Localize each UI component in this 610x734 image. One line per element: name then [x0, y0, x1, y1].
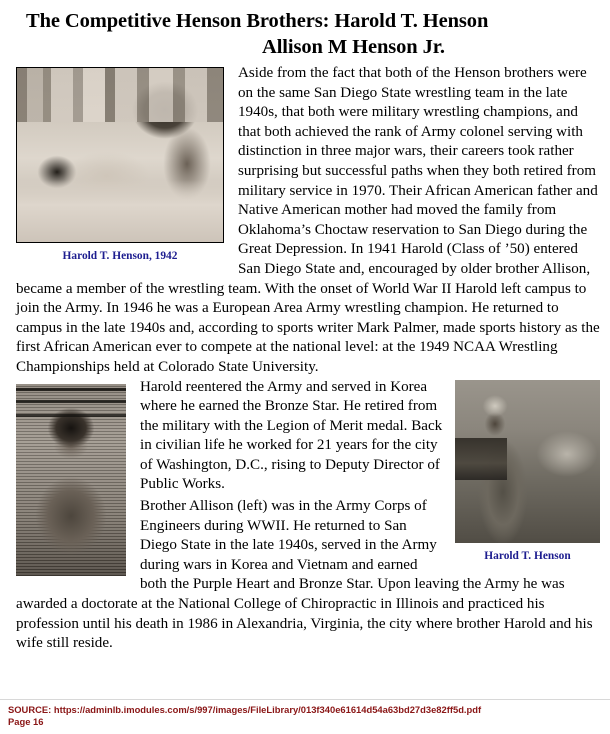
wrestling-photo-caption: Harold T. Henson, 1942	[62, 250, 178, 262]
article-body-top	[0, 60, 610, 378]
paragraph-2: Harold reentered the Army and served in Korea where he earned the Bronze Star. He retired from the military with the Legion of Merit medal. Back in civilian life he worked for 21 years for the city of Washington, D.C., rising to Deputy Director of Public Works.	[140, 378, 443, 493]
figure-soldier-photo	[455, 380, 600, 563]
paragraph-3: Brother Allison (left) was in the Army Corps of Engineers during WWII. He returned to San Diego State in the late 1940s, served in the Army during wars in Korea and Vietnam and earned both the Purple Heart and Bronze Star. Upon leaving the Army he was awarded a doctorate at the National College of Chiropractic in Illinois and practiced his profession until his death in 1986 in Alexandria, Virginia, the city where brother Harold and his wife still reside.	[16, 498, 593, 652]
allison-portrait-image	[16, 384, 126, 576]
page-title	[0, 0, 610, 60]
title-line-2: Allison M Henson Jr.	[262, 36, 445, 58]
figure-wrestling-photo	[16, 67, 224, 263]
soldier-photo-artwork	[455, 380, 600, 543]
title-line-1: The Competitive Henson Brothers: Harold T. Henson	[26, 10, 489, 32]
wrestling-photo-artwork	[17, 68, 223, 242]
figure-allison-portrait	[16, 384, 126, 576]
allison-portrait-artwork	[16, 384, 126, 576]
footer-source-label: SOURCE:	[8, 704, 52, 715]
footer	[0, 699, 610, 734]
wrestling-photo-image	[16, 67, 224, 243]
footer-page-label: Page 16	[8, 716, 44, 727]
footer-source-url[interactable]: https://adminlb.imodules.com/s/997/images/FileLibrary/013f340e61614d54a63bd27d3e82ff5d.pdf	[53, 704, 482, 715]
soldier-photo-image	[455, 380, 600, 543]
soldier-photo-caption: Harold T. Henson	[484, 549, 571, 562]
article-body-bottom	[0, 378, 610, 654]
footer-source-line	[8, 704, 604, 716]
paragraph-1: Aside from the fact that both of the Henson brothers were on the same San Diego State wrestling team in the late 1940s, that both were military wrestling champions, and that both achieved the rank of Army colonel serving with distinction in three major wars, their careers took rather surprising but successful paths when they both retired from military service in 1970. Their African American father and Native American mother had moved the family from Oklahoma’s Choctaw reservation to San Diego during the Great Depression. In 1941 Harold (Class of ’50) entered San Diego State and, encouraged by older brother Allison, became a member of the wrestling team. With the onset of World War II Harold left campus to join the Army. In 1946 he was a European Area Army wrestling champion. He returned to campus in the late 1940s and, according to sports writer Mark Palmer, made sports history as the first African American ever to compete at the national level: at the 1949 NCAA Wrestling Championships held at Colorado State University.	[16, 65, 600, 375]
